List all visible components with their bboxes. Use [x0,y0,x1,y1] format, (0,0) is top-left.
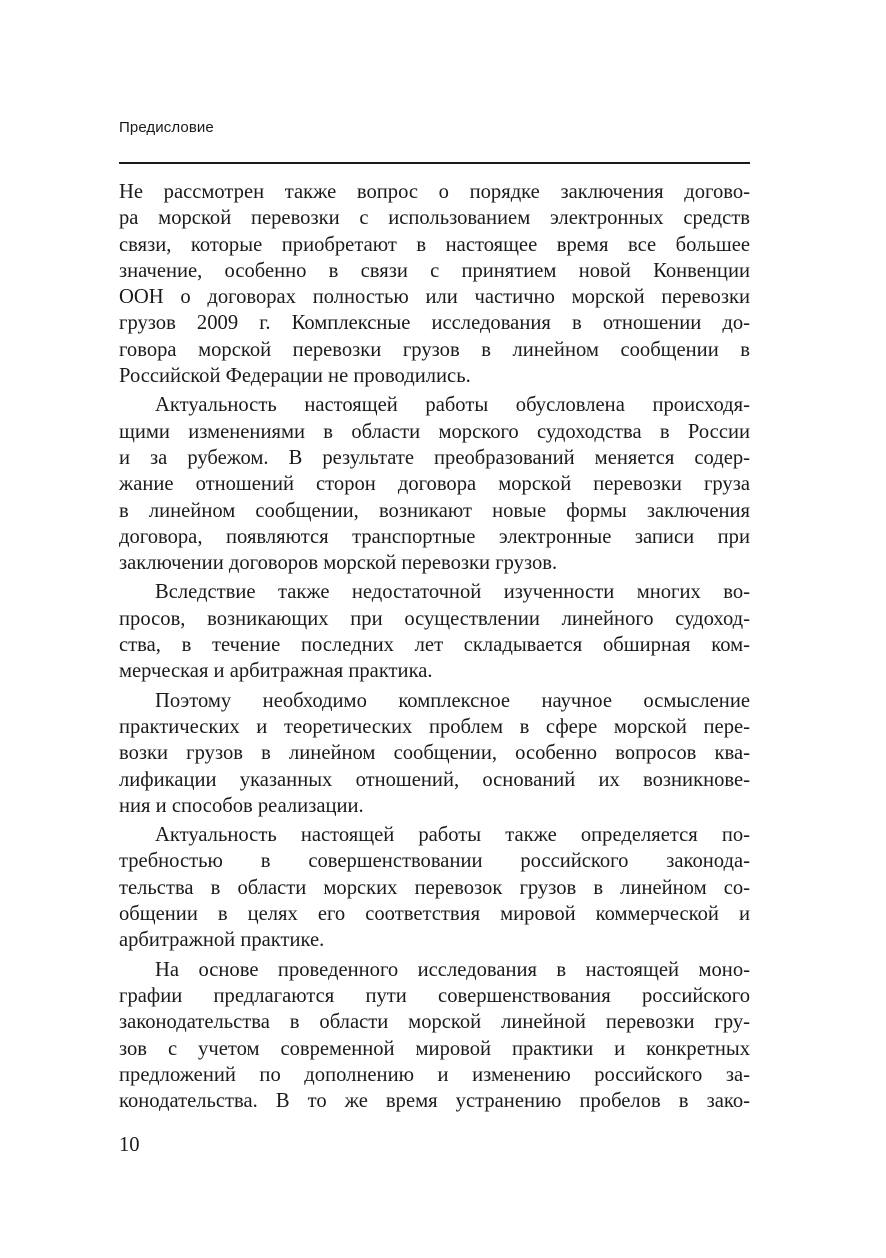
header-rule [119,162,750,164]
text-line: значение, особенно в связи с принятием новой Конвенции [119,259,750,282]
text-line: жание отношений сторон договора морской перевозки груза [119,473,750,496]
text-line: арбитражной практике. [119,929,325,952]
text-line: ра морской перевозки с использованием электронных средств [119,207,750,230]
text-line: конодательства. В то же время устранению пробелов в зако- [119,1090,750,1113]
text-line: Вследствие также недостаточной изученности многих во- [155,581,750,604]
text-line: законодательства в области морской линейной перевозки гру- [119,1011,750,1034]
text-line: На основе проведенного исследования в настоящей моно- [155,958,750,981]
text-line: договора, появляются транспортные электронные записи при [119,525,750,548]
running-header: Предисловие [119,119,214,136]
text-line: общении в целях его соответствия мировой коммерческой и [119,903,750,926]
text-line: требностью в совершенствовании российского законода- [119,850,750,873]
text-line: просов, возникающих при осуществлении линейного судоход- [119,607,750,630]
text-line: Российской Федерации не проводились. [119,365,471,388]
page-number: 10 [119,1134,140,1156]
paragraph-5 [119,822,750,953]
text-line: графии предлагаются пути совершенствования российского [119,984,750,1007]
text-line: связи, которые приобретают в настоящее время все большее [119,233,750,256]
paragraph-1 [119,179,750,389]
text-line: и за рубежом. В результате преобразований меняется содер- [119,446,750,469]
text-line: говора морской перевозки грузов в линейном сообщении в [119,338,750,361]
text-line: в линейном сообщении, возникают новые формы заключения [119,499,750,522]
text-line: тельства в области морских перевозок грузов в линейном со- [119,876,750,899]
text-line: ства, в течение последних лет складывается обширная ком- [119,634,750,657]
paragraph-2 [119,392,750,576]
text-line: грузов 2009 г. Комплексные исследования в отношении до- [119,312,750,335]
text-line: Актуальность настоящей работы обусловлена происходя- [155,394,750,417]
text-line: возки грузов в линейном сообщении, особенно вопросов ква- [119,742,750,765]
text-line: ния и способов реализации. [119,794,364,817]
body-text [119,179,750,1114]
text-line: щими изменениями в области морского судоходства в России [119,420,750,443]
paragraph-3 [119,579,750,684]
text-line: Актуальность настоящей работы также определяется по- [155,824,750,847]
text-line: практических и теоретических проблем в сфере морской пере- [119,715,750,738]
text-line: предложений по дополнению и изменению российского за- [119,1063,750,1086]
paragraph-4 [119,688,750,819]
text-line: мерческая и арбитражная практика. [119,660,433,683]
text-line: зов с учетом современной мировой практики и конкретных [119,1037,750,1060]
paragraph-6 [119,957,750,1115]
text-line: лификации указанных отношений, оснований их возникнове- [119,768,750,791]
text-line: ООН о договорах полностью или частично морской перевозки [119,286,750,309]
text-line: заключении договоров морской перевозки грузов. [119,552,558,575]
text-line: Поэтому необходимо комплексное научное осмысление [155,689,750,712]
text-line: Не рассмотрен также вопрос о порядке заключения догово- [119,181,750,203]
